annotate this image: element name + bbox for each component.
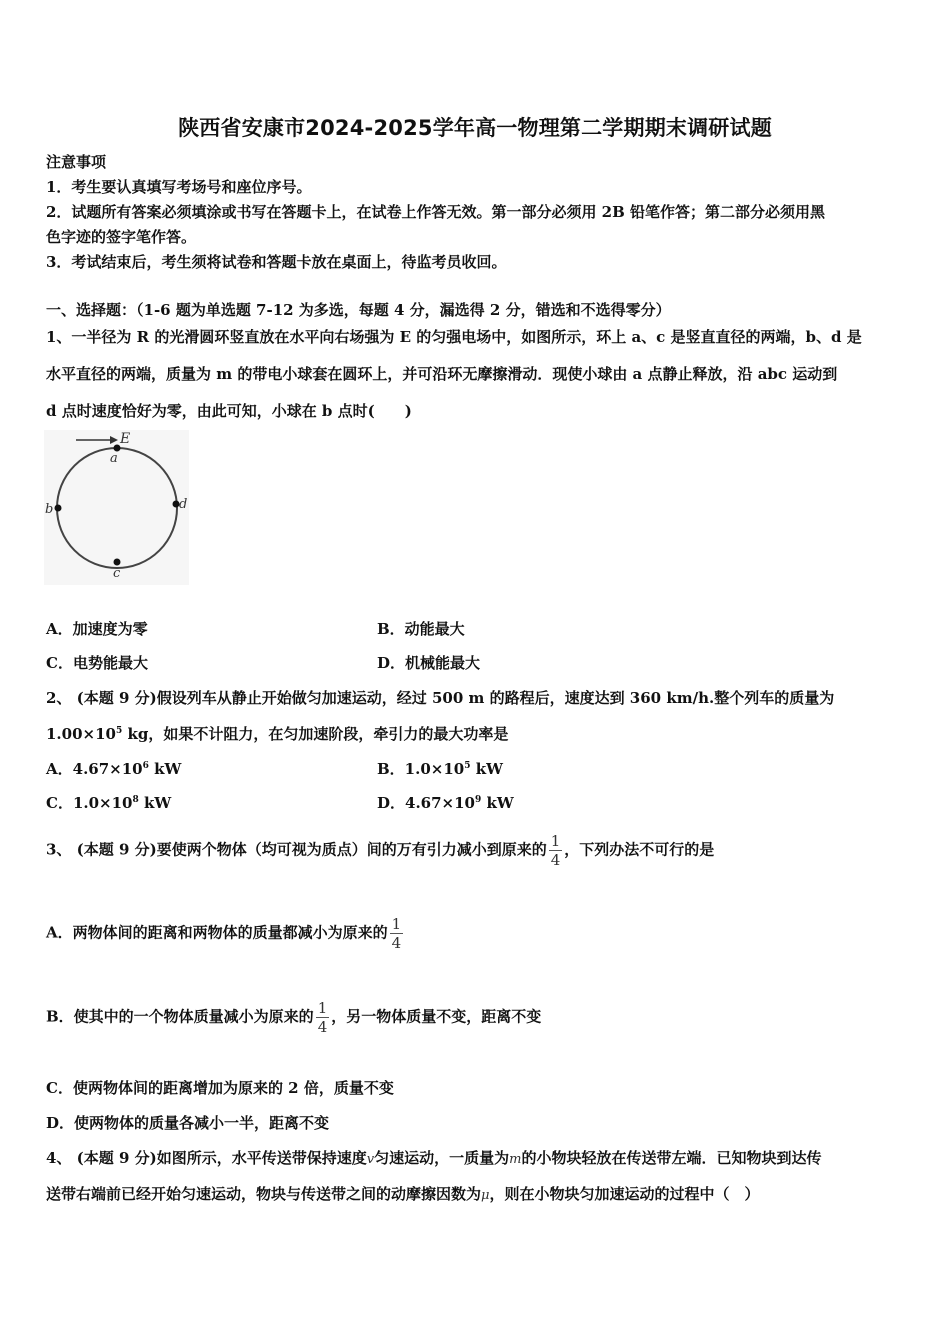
label-c: c (113, 566, 121, 581)
label-a: a (110, 451, 118, 466)
point-c (114, 559, 121, 566)
q2-option-d: D．$4.67\times 10^9$ kW (377, 794, 514, 812)
point-b (55, 505, 62, 512)
q3-option-c: C．使两物体间的距离增加为原来的 2 倍，质量不变 (46, 1079, 394, 1097)
q1-option-a: A．加速度为零 (46, 620, 148, 638)
q1-option-b: B．动能最大 (377, 620, 465, 638)
q2-option-b: B．$1.0\times 10^5$ kW (377, 760, 503, 778)
q3-option-b: B．使其中的一个物体质量减小为原来的 $\frac{1}{4}$ ，另一物体质量不变，距离不变 (46, 999, 542, 1036)
q1-line-3: d 点时速度恰好为零，由此可知，小球在 b 点时( ) (46, 402, 412, 420)
fraction-one-quarter: $\frac{1}{4}$ (317, 999, 328, 1036)
q1-figure (44, 430, 189, 589)
label-d: d (179, 497, 188, 512)
q1-option-c: C．电势能最大 (46, 654, 148, 672)
notice-heading: 注意事项 (46, 153, 107, 171)
q3-option-d: D．使两物体的质量各减小一半，距离不变 (46, 1114, 330, 1132)
notice-item-3: 3．考试结束后，考生须将试卷和答题卡放在桌面上，待监考员收回。 (46, 253, 507, 271)
fraction-one-quarter: $\frac{1}{4}$ (550, 832, 561, 869)
q2-option-c: C．$1.0\times 10^8$ kW (46, 794, 172, 812)
notice-item-2: 2．试题所有答案必须填涂或书写在答题卡上，在试卷上作答无效。第一部分必须用 2B 铅笔作答；第二部分必须用黑 (46, 203, 826, 221)
label-b: b (45, 502, 54, 517)
notice-item-2-cont: 色字迹的签字笔作答。 (46, 228, 197, 246)
q4-line-2: 送带右端前已经开始匀速运动，物块与传送带之间的动摩擦因数为μ，则在小物块匀加速运动的过程中（ ） (46, 1185, 760, 1203)
q3-stem: 3、 (本题 9 分)要使两个物体（均可视为质点）间的万有引力减小到原来的 $\frac{1}{4}$ ，下列办法不可行的是 (46, 832, 715, 869)
notice-item-1: 1．考生要认真填写考场号和座位序号。 (46, 178, 312, 196)
label-E: E (120, 431, 131, 447)
q2-line-2: $1.00\times 10^5$ kg，如果不计阻力，在匀加速阶段，牵引力的最大功率是 (46, 725, 509, 743)
fraction-one-quarter: $\frac{1}{4}$ (391, 915, 402, 952)
page-title: 陕西省安康市2024-2025学年高一物理第二学期期末调研试题 (178, 116, 772, 140)
q4-line-1: 4、 (本题 9 分)如图所示，水平传送带保持速度v匀速运动，一质量为m的小物块轻放在传送带左端．已知物块到达传 (46, 1149, 822, 1167)
q1-option-d: D．机械能最大 (377, 654, 481, 672)
q1-line-2: 水平直径的两端，质量为 m 的带电小球套在圆环上，并可沿环无摩擦滑动．现使小球由 a 点静止释放，沿 abc 运动到 (46, 365, 838, 383)
section-heading: 一、选择题：（1-6 题为单选题 7-12 为多选，每题 4 分，漏选得 2 分，错选和不选得零分） (46, 301, 671, 319)
q1-line-1: 1、一半径为 R 的光滑圆环竖直放在水平向右场强为 E 的匀强电场中，如图所示，环上 a、c 是竖直直径的两端，b、d 是 (46, 328, 862, 346)
q2-line-1: 2、 (本题 9 分)假设列车从静止开始做匀加速运动，经过 500 m 的路程后，速度达到 360 km/h.整个列车的质量为 (46, 689, 835, 707)
q3-option-a: A．两物体间的距离和两物体的质量都减小为原来的 $\frac{1}{4}$ (46, 915, 402, 952)
q2-option-a: A．$4.67\times 10^6$ kW (46, 760, 182, 778)
